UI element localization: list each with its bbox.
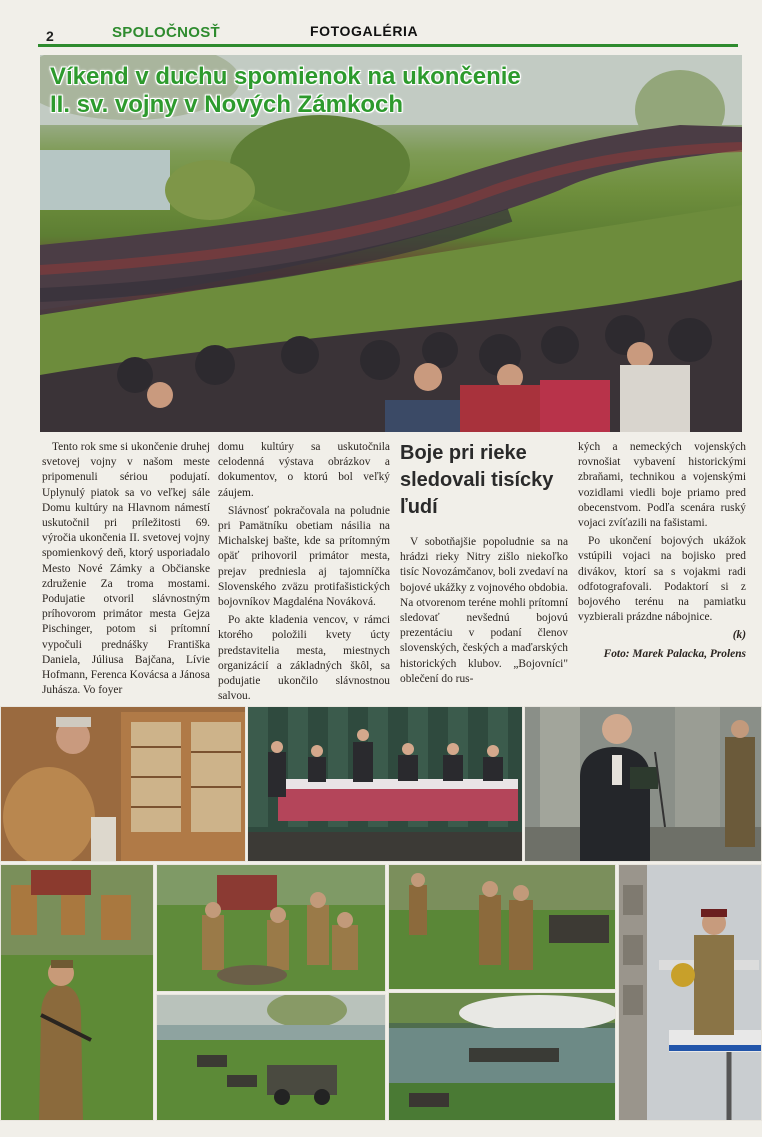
hero-photo-crowd — [40, 55, 742, 432]
column-2-paragraph-2: Slávnosť pokračovala na poludnie pri Pamätníku obetiam násilia na Michalskej bašte, kde sa prítomným opäť prihovoril primátor mesta, prejav predniesla aj tajomníčka Slovenského zväzu protifašistických bojovníkov Magdaléna Nováková. — [218, 504, 390, 609]
photo-vehicle-smoke — [156, 994, 386, 1121]
photo-river-boat — [388, 992, 616, 1121]
article-column-2 — [218, 440, 390, 707]
column-2-paragraph-1: domu kultúry sa uskutočnila celodenná výstava obrázkov a dokumentov, o ktorú bol veľký záujem. — [218, 441, 390, 499]
photo-memorial-speech — [524, 706, 762, 862]
photo-soldiers-advance — [388, 864, 616, 990]
article-column-4 — [578, 440, 746, 665]
column-4-paragraph-2: Po ukončení bojových ukážok vstúpili vojaci na bojisko pred divákov, ktorí sa s vojakmi radi odfotografovali. Podaktorí si z bojového terénu na pamiatku vyzbierali prázdne nábojnice. — [578, 535, 746, 624]
column-4-paragraph-1: kých a nemeckých vojenských rovnošiat vybavení historickými zbraňami, technikou a vojenskými vozidlami viedli boje priamo pred obecenstvom. Podľa scenára ruský vojaci zvíťazili na fašistami. — [578, 441, 746, 530]
photo-conference-panel — [247, 706, 523, 862]
page-header — [38, 20, 738, 50]
photo-soldier-crane — [618, 864, 762, 1121]
photo-soldier-field — [0, 864, 154, 1121]
column-2-paragraph-3: Po akte kladenia vencov, v rámci ktorého položili kvety úcty predstavitelia mesta, miestnych organizácií a základných škôl, sa podujatie ukončilo slávnostnou salvou. — [218, 614, 390, 703]
headline — [50, 63, 690, 119]
photo-battle-group — [156, 864, 386, 992]
photo-exhibition — [0, 706, 246, 862]
header-rule — [38, 44, 738, 47]
column-1-paragraph: Tento rok sme si ukončenie druhej svetovej vojny v našom meste pripomenuli sériou podujatí. Uplynulý piatok sa vo veľkej sále Domu kultúry na Hlavnom námestí uskutočnil pri príležitosti 69. výročia ukončenia II. svetovej vojny spomienkový deň, ktorý usporiadalo Mesto Nové Zámky a Občianske združenie Za troma mostami. Podujatie otvoril slávnostným príhovorom primátor mesta Gejza Pischinger, potom si prítomní vypočuli prednášky Františka Daniela, Júliusa Bajčana, Lívie Hofmann, Ferenca Kovácsa a Jánosa Juhásza. Vo foyer — [42, 441, 210, 697]
article-column-1 — [42, 440, 210, 701]
section-label: SPOLOČNOSŤ — [112, 24, 221, 41]
photo-credit: Foto: Marek Palacka, Prolens — [603, 647, 746, 660]
headline-line-2: II. sv. vojny v Nových Zámkoch — [50, 91, 404, 118]
page-number: 2 — [46, 28, 54, 44]
author-signature: (k) — [732, 629, 746, 642]
article-column-3 — [400, 440, 568, 690]
subheadline: Boje pri rieke sledovali tisícky ľudí — [400, 442, 554, 518]
column-3-paragraph: V sobotňajšie popoludnie sa na hrádzi rieky Nitry zišlo niekoľko tisíc Novozámčanov, boli zvedaví na bojové ukážky z vojnového obdobia. Na otvorenom teréne mohli prítomní sledovať nevšednú bojovú prezentáciu v podaní členov slovenských, českých a maďarských historických klubov. „Bojovníci" oblečení do rus- — [400, 536, 568, 685]
headline-line-1: Víkend v duchu spomienok na ukončenie — [50, 63, 521, 90]
rubric-label: FOTOGALÉRIA — [310, 23, 419, 39]
